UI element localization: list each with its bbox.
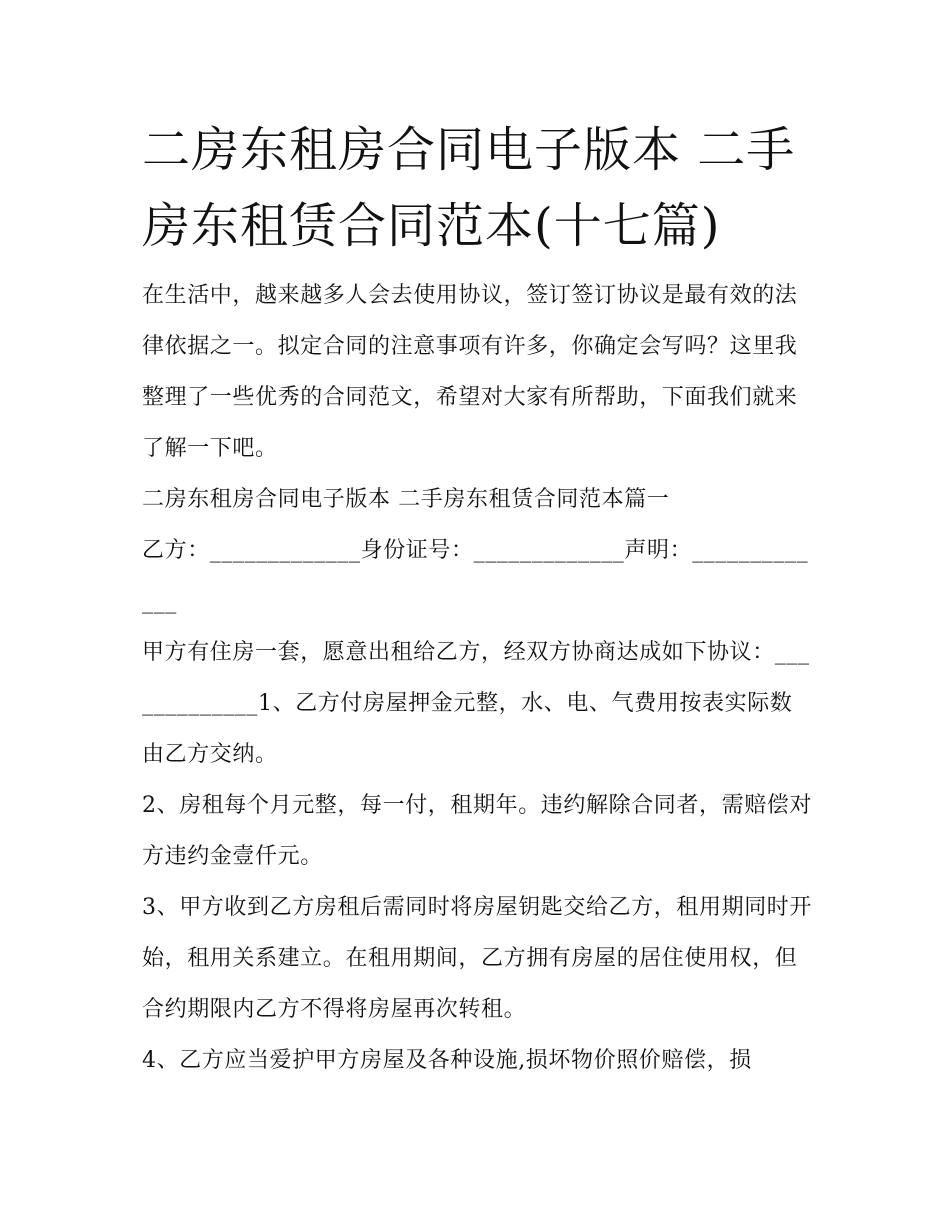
intro-paragraph: 在生活中，越来越多人会去使用协议，签订签订协议是最有效的法律依据之一。拟定合同的注意事项有许多，你确定会写吗？这里我整理了一些优秀的合同范文，希望对大家有所帮助，下面我们就来了解一下吧。 bbox=[142, 283, 798, 461]
clause-2: 2、房租每个月元整，每一付，租期年。违约解除合同者，需赔偿对方违约金壹仟元。 bbox=[142, 793, 812, 869]
clause-3: 3、甲方收到乙方房租后需同时将房屋钥匙交给乙方，租用期同时开始，租用关系建立。在租用期间，乙方拥有房屋的居住使用权，但合约期限内乙方不得将房屋再次转租。 bbox=[142, 895, 812, 1022]
document-title: 二房东租房合同电子版本 二手房东租赁合同范本(十七篇) bbox=[142, 122, 796, 254]
document-page bbox=[142, 112, 814, 1086]
clause-intro: 甲方有住房一套，愿意出租给乙方，经双方协商达成如下协议：_____________1、乙方付房屋押金元整，水、电、气费用按表实际数由乙方交纳。 bbox=[142, 640, 810, 767]
party-line: 乙方：_____________身份证号：_____________声明：_____________ bbox=[142, 538, 809, 614]
section-heading: 二房东租房合同电子版本 二手房东租赁合同范本篇一 bbox=[142, 487, 670, 512]
clause-4: 4、乙方应当爱护甲方房屋及各种设施,损坏物价照价赔偿，损 bbox=[142, 1048, 752, 1073]
